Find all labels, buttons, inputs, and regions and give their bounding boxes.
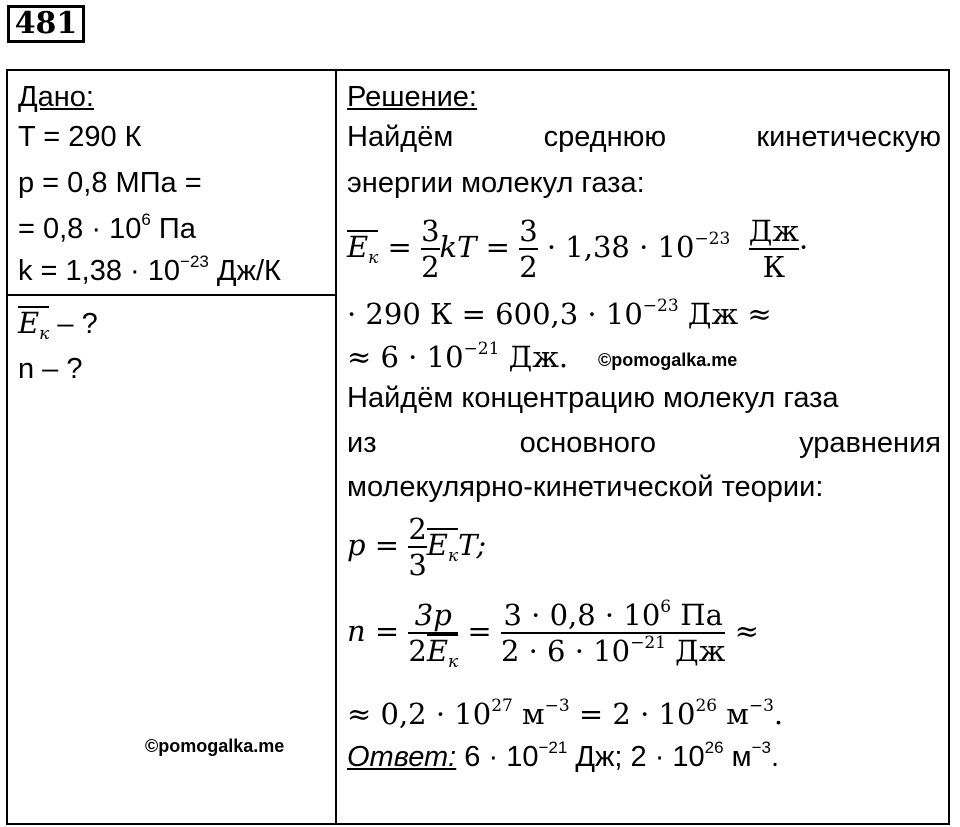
- solution-line-2: энергии молекул газа:: [347, 167, 645, 199]
- equation-pressure: p = $\frac{2}{3}$ $E_кT$;: [347, 512, 487, 582]
- watermark-right: ©pomogalka.me: [598, 350, 738, 370]
- column-divider: [335, 69, 337, 825]
- problem-number: 481: [7, 5, 85, 43]
- answer-line: Ответ: $6 \cdot 10^{-21}$ Дж; $2 \cdot 10^{26}$ $м^{-3}$.: [347, 738, 780, 773]
- given-temperature: T = 290 К: [18, 121, 142, 153]
- solution-line-1: Найдём среднюю кинетическую: [347, 121, 941, 153]
- equation-concentration: n = $\frac{3p}{2E_к}$ = $\frac{3 \cdot 0,8 \cdot 10^6 Па}{2 \cdot 6 \cdot 10^{-21} Дж}$ ≈: [347, 597, 759, 672]
- solution-header: Решение:: [347, 81, 477, 113]
- find-energy: $E_к$ – ?: [18, 306, 98, 344]
- find-concentration: n – ?: [18, 353, 83, 385]
- equation-energy-result: ≈ $6 \cdot 10^{-21}$ Дж.: [347, 339, 569, 374]
- answer-label: Ответ:: [347, 741, 457, 773]
- given-pressure: p = 0,8 МПа =: [18, 167, 202, 199]
- solution-line-4: из основного уравнения: [347, 427, 941, 459]
- given-find-divider: [6, 294, 337, 296]
- watermark-left: ©pomogalka.me: [145, 736, 285, 756]
- equation-energy-cont: · 290 $К = 600,3 \cdot 10^{-23}$ Дж ≈: [347, 296, 772, 331]
- solution-line-5: молекулярно-кинетической теории:: [347, 471, 824, 503]
- given-boltzmann: $k = 1,38 \cdot 10^{-23}$ Дж/К: [18, 252, 281, 287]
- given-header: Дано:: [18, 81, 94, 113]
- equation-mean-energy: $E_к$ = $\frac{3}{2}$ kT = $\frac{3}{2}$ · $1,38 \cdot 10^{-23}$ $\frac{Дж}{К}$ ·: [347, 214, 809, 284]
- equation-concentration-result: ≈ $0,2 \cdot 10^{27}$ $м^{-3} = 2 \cdot 10^{26}$ $м^{-3}$.: [347, 696, 784, 731]
- given-pressure-si: = $0,8 \cdot 10^6$ Па: [18, 210, 196, 245]
- solution-line-3: Найдём концентрацию молекул газа: [347, 382, 839, 414]
